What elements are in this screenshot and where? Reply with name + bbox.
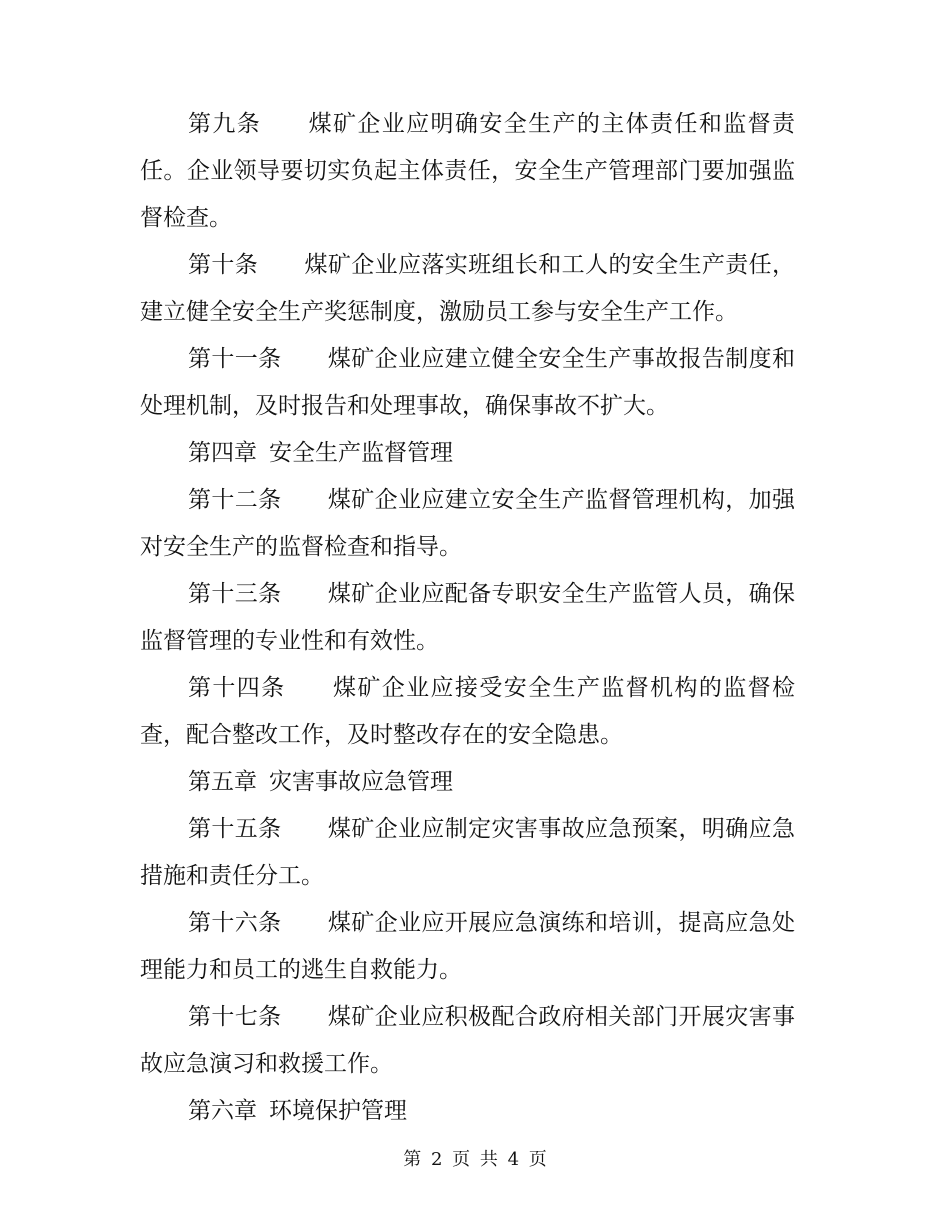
article-label: 第九条 — [188, 111, 262, 137]
article-15 — [140, 806, 795, 900]
article-text: 煤矿企业应落实班组长和工人的安全生产责任，建立健全安全生产奖惩制度，激励员工参与安全生产工作。 — [140, 252, 795, 325]
article-12 — [140, 477, 795, 571]
chapter-5-heading — [140, 759, 795, 806]
chapter-6-heading — [140, 1088, 795, 1135]
article-text: 煤矿企业应开展应急演练和培训，提高应急处理能力和员工的逃生自救能力。 — [140, 910, 795, 983]
article-13 — [140, 571, 795, 665]
article-16 — [140, 900, 795, 994]
article-label: 第十二条 — [188, 487, 282, 513]
article-label: 第十七条 — [188, 1004, 282, 1030]
article-label: 第十四条 — [188, 675, 286, 701]
article-label: 第十五条 — [188, 816, 282, 842]
article-9 — [140, 101, 795, 242]
article-17 — [140, 994, 795, 1088]
article-text: 煤矿企业应积极配合政府相关部门开展灾害事故应急演习和救援工作。 — [140, 1004, 795, 1077]
article-11 — [140, 336, 795, 430]
chapter-label: 第六章 — [188, 1098, 257, 1124]
article-label: 第十一条 — [188, 346, 282, 372]
article-text: 煤矿企业应配备专职安全生产监管人员，确保监督管理的专业性和有效性。 — [140, 581, 795, 654]
chapter-4-heading — [140, 430, 795, 477]
article-text: 煤矿企业应建立安全生产监督管理机构，加强对安全生产的监督检查和指导。 — [140, 487, 795, 560]
article-text: 煤矿企业应建立健全安全生产事故报告制度和处理机制，及时报告和处理事故，确保事故不扩大。 — [140, 346, 795, 419]
page-number-footer: 第 2 页 共 4 页 — [403, 1149, 547, 1170]
chapter-title: 安全生产监督管理 — [269, 440, 453, 466]
article-10 — [140, 242, 795, 336]
article-text: 煤矿企业应接受安全生产监督机构的监督检查，配合整改工作，及时整改存在的安全隐患。 — [140, 675, 796, 748]
chapter-label: 第四章 — [188, 440, 257, 466]
document-body — [140, 101, 795, 1135]
chapter-title: 环境保护管理 — [269, 1098, 407, 1124]
article-label: 第十三条 — [188, 581, 282, 607]
article-14 — [140, 665, 795, 759]
article-text: 煤矿企业应制定灾害事故应急预案，明确应急措施和责任分工。 — [140, 816, 795, 889]
article-label: 第十六条 — [188, 910, 282, 936]
chapter-label: 第五章 — [188, 769, 257, 795]
article-text: 煤矿企业应明确安全生产的主体责任和监督责任。企业领导要切实负起主体责任，安全生产管理部门要加强监督检查。 — [140, 111, 796, 231]
article-label: 第十条 — [188, 252, 259, 278]
chapter-title: 灾害事故应急管理 — [269, 769, 453, 795]
